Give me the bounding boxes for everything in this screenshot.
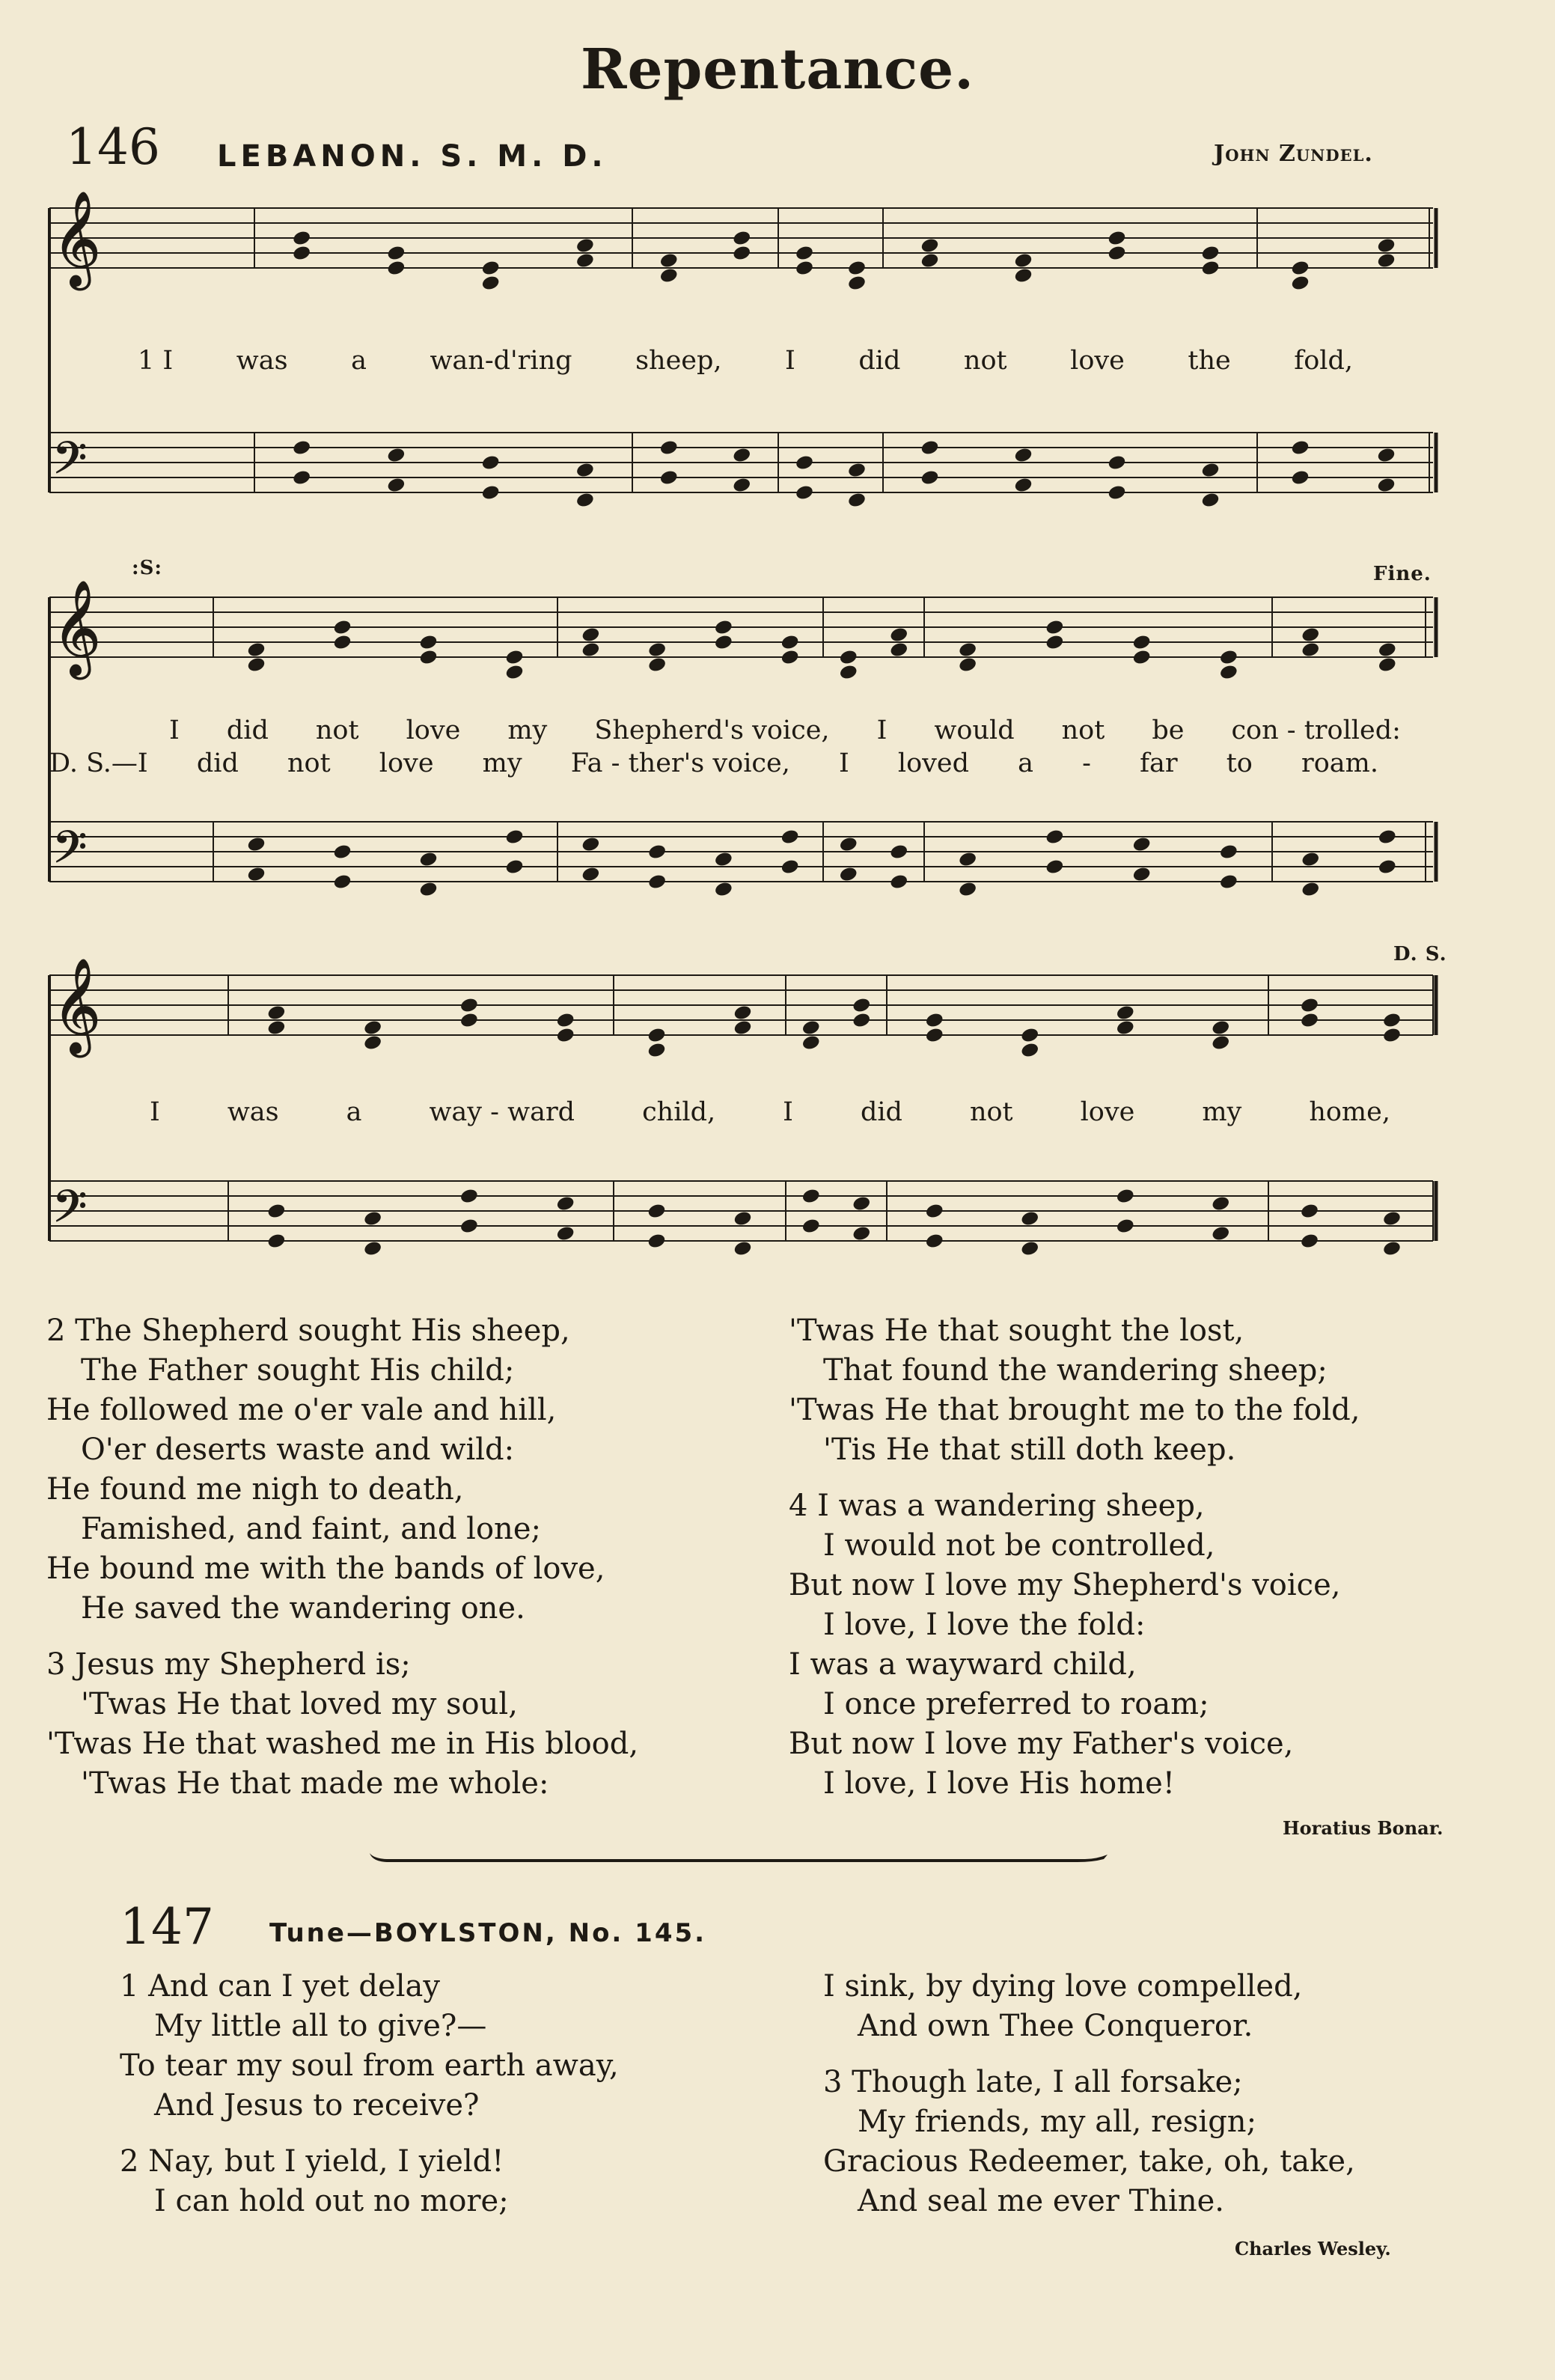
note-head: [958, 656, 977, 674]
verse-line: 3 Though late, I all forsake;: [823, 2065, 1243, 2099]
lyric-syllable: I: [150, 1097, 160, 1127]
note-head: [1382, 1012, 1402, 1029]
hymn-146-verses-right: [789, 1311, 1522, 1820]
note-head: [714, 619, 733, 636]
note-head: [481, 454, 501, 472]
note-head: [1013, 447, 1033, 464]
lyric-syllable: fold,: [1294, 346, 1353, 376]
lyric-syllable: wan-d'ring: [430, 346, 572, 376]
note-head: [1200, 245, 1220, 262]
verse-line: 'Twas He that made me whole:: [81, 1766, 549, 1801]
lyric-syllable: my: [507, 715, 548, 745]
note-head: [795, 260, 814, 277]
note-head: [1107, 230, 1126, 247]
verse-line: The Father sought His child;: [81, 1353, 515, 1388]
verse-line: 'Twas He that loved my soul,: [81, 1687, 518, 1721]
note-head: [459, 1012, 479, 1029]
note-head: [1107, 484, 1126, 501]
note-head: [795, 454, 814, 472]
note-head: [1211, 1019, 1230, 1037]
note-head: [1300, 1012, 1319, 1029]
note-head: [659, 469, 679, 486]
note-head: [556, 1195, 575, 1212]
note-head: [1290, 469, 1310, 486]
note-head: [801, 1218, 821, 1235]
note-head: [1301, 626, 1320, 644]
lyric-syllable: did: [860, 1097, 902, 1127]
note-head: [581, 836, 600, 853]
note-head: [332, 873, 352, 891]
verse-line: My little all to give?—: [154, 2009, 487, 2043]
stanza: [789, 1311, 1522, 1470]
note-head: [801, 1188, 821, 1205]
note-head: [847, 462, 867, 479]
lyric-syllable: not: [315, 715, 359, 745]
note-head: [920, 237, 939, 254]
note-head: [847, 492, 867, 509]
note-head: [1382, 1240, 1402, 1257]
lyric-syllable: did: [196, 748, 239, 778]
lyric-syllable: I: [838, 748, 849, 778]
note-head: [1132, 649, 1152, 666]
note-head: [246, 641, 266, 659]
note-head: [292, 469, 311, 486]
note-head: [958, 641, 977, 659]
note-head: [780, 858, 800, 876]
note-head: [556, 1027, 575, 1044]
lyric-syllable: my: [482, 748, 522, 778]
hymn-146-composer: John Zundel.: [1214, 141, 1373, 167]
hymn-147-tune-reference: Tune—BOYLSTON, No. 145.: [269, 1918, 707, 1948]
note-head: [733, 1019, 752, 1037]
note-head: [714, 851, 733, 868]
note-head: [418, 634, 438, 651]
note-head: [1116, 1019, 1135, 1037]
lyrics-system-1: [138, 346, 1353, 376]
hymn-147-verses-right: [823, 1967, 1527, 2238]
note-head: [714, 634, 733, 651]
clef-symbol: 𝄞: [52, 957, 102, 1053]
verse-line: Famished, and faint, and lone;: [81, 1512, 541, 1546]
verse-line: O'er deserts waste and wild:: [81, 1432, 515, 1467]
verse-line: 4 I was a wandering sheep,: [789, 1489, 1205, 1523]
note-head: [1132, 634, 1152, 651]
lyric-syllable: not: [969, 1097, 1013, 1127]
verse-line: I was a wayward child,: [789, 1647, 1137, 1682]
note-head: [1219, 843, 1238, 861]
note-head: [1376, 252, 1396, 269]
note-head: [889, 873, 908, 891]
note-head: [647, 656, 667, 674]
verse-line: 1 And can I yet delay: [120, 1969, 440, 2004]
note-head: [795, 484, 814, 501]
note-head: [1045, 634, 1064, 651]
lyric-syllable: a: [346, 1097, 362, 1127]
note-head: [920, 439, 939, 457]
verse-line: 2 The Shepherd sought His sheep,: [46, 1313, 570, 1348]
note-head: [1200, 492, 1220, 509]
clef-symbol: 𝄢: [52, 432, 88, 495]
verse-line: I love, I love His home!: [823, 1766, 1175, 1801]
stanza: [120, 2142, 793, 2221]
lyric-syllable: be: [1152, 715, 1185, 745]
note-head: [581, 641, 600, 659]
stanza: [789, 1486, 1522, 1804]
note-head: [1378, 656, 1397, 674]
lyric-syllable: 1 I: [138, 346, 174, 376]
verse-line: He found me nigh to death,: [46, 1472, 464, 1507]
hymn-146-tune: LEBANON. S. M. D.: [217, 139, 608, 174]
note-head: [1013, 252, 1033, 269]
note-head: [418, 881, 438, 898]
note-head: [575, 252, 595, 269]
note-head: [363, 1240, 382, 1257]
note-head: [292, 230, 311, 247]
note-head: [1300, 1233, 1319, 1250]
note-head: [418, 649, 438, 666]
verse-line: That found the wandering sheep;: [823, 1353, 1328, 1388]
verse-line: He followed me o'er vale and hill,: [46, 1393, 557, 1427]
note-head: [659, 252, 679, 269]
lyric-syllable: Shepherd's voice,: [594, 715, 830, 745]
note-head: [1290, 439, 1310, 457]
note-head: [266, 1004, 286, 1022]
verse-line: I can hold out no more;: [154, 2184, 509, 2218]
note-head: [363, 1210, 382, 1227]
note-head: [1382, 1210, 1402, 1227]
verse-line: 'Tis He that still doth keep.: [823, 1432, 1236, 1467]
note-head: [1378, 858, 1397, 876]
note-head: [920, 252, 939, 269]
verse-line: 'Twas He that sought the lost,: [789, 1313, 1244, 1348]
note-head: [332, 634, 352, 651]
stanza: [823, 1967, 1527, 2046]
note-head: [647, 1233, 666, 1250]
note-head: [1107, 454, 1126, 472]
note-head: [733, 1004, 752, 1022]
note-head: [839, 664, 858, 681]
note-head: [1020, 1240, 1039, 1257]
note-head: [852, 1225, 871, 1242]
lyrics-system-2-line-1: [169, 715, 1401, 745]
note-head: [1300, 997, 1319, 1014]
lyric-syllable: not: [963, 346, 1007, 376]
verse-line: Gracious Redeemer, take, oh, take,: [823, 2144, 1355, 2179]
note-head: [1107, 245, 1126, 262]
note-head: [481, 484, 501, 501]
note-head: [363, 1034, 382, 1052]
note-head: [925, 1233, 944, 1250]
note-head: [1219, 664, 1238, 681]
lyric-syllable: to: [1226, 748, 1253, 778]
lyric-syllable: sheep,: [635, 346, 722, 376]
note-head: [852, 1012, 871, 1029]
note-head: [1200, 260, 1220, 277]
note-head: [1020, 1027, 1039, 1044]
note-head: [847, 275, 867, 292]
lyric-syllable: a: [351, 346, 367, 376]
verse-line: I love, I love the fold:: [823, 1608, 1146, 1642]
verse-line: 3 Jesus my Shepherd is;: [46, 1647, 411, 1682]
note-head: [1376, 447, 1396, 464]
lyric-syllable: the: [1188, 346, 1231, 376]
note-head: [1301, 851, 1320, 868]
ds-mark: D. S.: [1393, 943, 1447, 965]
note-head: [1300, 1203, 1319, 1220]
note-head: [1132, 836, 1152, 853]
note-head: [1045, 858, 1064, 876]
note-head: [801, 1019, 821, 1037]
note-head: [1116, 1188, 1135, 1205]
note-head: [581, 866, 600, 883]
note-head: [920, 469, 939, 486]
lyric-syllable: I: [783, 1097, 793, 1127]
note-head: [292, 439, 311, 457]
verse-line: But now I love my Shepherd's voice,: [789, 1568, 1341, 1602]
verse-line: And own Thee Conqueror.: [858, 2009, 1253, 2043]
note-head: [1219, 649, 1238, 666]
note-head: [889, 641, 908, 659]
note-head: [459, 1188, 479, 1205]
note-head: [839, 866, 858, 883]
lyric-syllable: far: [1140, 748, 1178, 778]
clef-symbol: 𝄞: [52, 579, 102, 675]
note-head: [386, 260, 406, 277]
note-head: [481, 275, 501, 292]
hymn-147-author: Charles Wesley.: [1235, 2238, 1391, 2260]
note-head: [1219, 873, 1238, 891]
note-head: [386, 447, 406, 464]
note-head: [732, 477, 751, 494]
hymn-147-verses-left: [120, 1967, 793, 2238]
note-head: [386, 245, 406, 262]
lyric-syllable: did: [858, 346, 901, 376]
verse-line: 2 Nay, but I yield, I yield!: [120, 2144, 504, 2179]
note-head: [504, 649, 524, 666]
note-head: [647, 1042, 666, 1059]
section-title: Repentance.: [580, 37, 975, 102]
note-head: [1382, 1027, 1402, 1044]
note-head: [504, 829, 524, 846]
verse-line: 'Twas He that brought me to the fold,: [789, 1393, 1360, 1427]
note-head: [459, 1218, 479, 1235]
note-head: [852, 997, 871, 1014]
note-head: [733, 1240, 752, 1257]
lyric-syllable: a: [1018, 748, 1034, 778]
lyric-syllable: was: [227, 1097, 279, 1127]
note-head: [332, 619, 352, 636]
lyric-syllable: love: [1070, 346, 1125, 376]
note-head: [889, 626, 908, 644]
note-head: [1200, 462, 1220, 479]
clef-symbol: 𝄢: [52, 821, 88, 884]
stanza: [120, 1967, 793, 2126]
verse-line: And seal me ever Thine.: [858, 2184, 1224, 2218]
note-head: [714, 881, 733, 898]
note-head: [504, 664, 524, 681]
note-head: [556, 1225, 575, 1242]
note-head: [647, 641, 667, 659]
hymn-147-number: 147: [120, 1898, 214, 1956]
note-head: [1211, 1195, 1230, 1212]
note-head: [733, 1210, 752, 1227]
stanza: [823, 2063, 1527, 2221]
note-head: [780, 649, 800, 666]
lyric-syllable: was: [236, 346, 288, 376]
note-head: [1290, 275, 1310, 292]
verse-line: And Jesus to receive?: [154, 2088, 480, 2123]
verse-line: I sink, by dying love compelled,: [823, 1969, 1303, 2004]
note-head: [1013, 267, 1033, 284]
verse-line: He bound me with the bands of love,: [46, 1551, 605, 1586]
lyric-syllable: -: [1082, 748, 1091, 778]
lyric-syllable: would: [934, 715, 1015, 745]
lyric-syllable: child,: [642, 1097, 716, 1127]
note-head: [581, 626, 600, 644]
note-head: [647, 1203, 666, 1220]
note-head: [1378, 829, 1397, 846]
note-head: [925, 1012, 944, 1029]
note-head: [780, 634, 800, 651]
lyric-syllable: con - trolled:: [1231, 715, 1401, 745]
stanza: [46, 1645, 765, 1804]
lyric-syllable: I: [876, 715, 888, 745]
lyric-syllable: not: [287, 748, 331, 778]
clef-symbol: 𝄢: [52, 1180, 88, 1243]
note-head: [1290, 260, 1310, 277]
note-head: [1020, 1042, 1039, 1059]
note-head: [732, 245, 751, 262]
lyrics-system-3: [150, 1097, 1390, 1127]
note-head: [459, 997, 479, 1014]
note-head: [481, 260, 501, 277]
fine-mark: Fine.: [1373, 563, 1432, 585]
note-head: [647, 873, 667, 891]
note-head: [386, 477, 406, 494]
note-head: [575, 492, 595, 509]
note-head: [1301, 641, 1320, 659]
lyrics-system-2-line-2: [49, 748, 1378, 778]
lyric-syllable: my: [1202, 1097, 1242, 1127]
verse-line: My friends, my all, resign;: [858, 2105, 1257, 2139]
verse-line: I once preferred to roam;: [823, 1687, 1209, 1721]
lyric-syllable: way - ward: [429, 1097, 575, 1127]
hymn-146-number: 146: [66, 118, 160, 176]
note-head: [839, 649, 858, 666]
note-head: [1211, 1225, 1230, 1242]
note-head: [1045, 829, 1064, 846]
lyric-syllable: roam.: [1301, 748, 1378, 778]
note-head: [958, 851, 977, 868]
segno-mark: :S:: [132, 557, 162, 579]
note-head: [246, 836, 266, 853]
note-head: [1116, 1004, 1135, 1022]
note-head: [266, 1233, 286, 1250]
note-head: [925, 1203, 944, 1220]
lyric-syllable: home,: [1309, 1097, 1390, 1127]
lyric-syllable: Fa - ther's voice,: [570, 748, 790, 778]
note-head: [332, 843, 352, 861]
note-head: [647, 1027, 666, 1044]
note-head: [659, 267, 679, 284]
hymn-146-author: Horatius Bonar.: [1283, 1817, 1444, 1839]
verse-line: To tear my soul from earth away,: [120, 2048, 619, 2083]
note-head: [1013, 477, 1033, 494]
note-head: [1116, 1218, 1135, 1235]
section-divider: [367, 1849, 1115, 1864]
note-head: [647, 843, 667, 861]
note-head: [504, 858, 524, 876]
lyric-syllable: D. S.—I: [49, 748, 148, 778]
note-head: [659, 439, 679, 457]
lyric-syllable: love: [406, 715, 461, 745]
hymn-146-verses-left: [46, 1311, 765, 1820]
note-head: [839, 836, 858, 853]
verse-line: He saved the wandering one.: [81, 1591, 525, 1626]
lyric-syllable: love: [1080, 1097, 1135, 1127]
note-head: [732, 230, 751, 247]
note-head: [292, 245, 311, 262]
verse-line: I would not be controlled,: [823, 1528, 1215, 1563]
note-head: [780, 829, 800, 846]
note-head: [246, 866, 266, 883]
note-head: [795, 245, 814, 262]
note-head: [246, 656, 266, 674]
verse-line: But now I love my Father's voice,: [789, 1727, 1294, 1761]
note-head: [1211, 1034, 1230, 1052]
note-head: [266, 1203, 286, 1220]
note-head: [363, 1019, 382, 1037]
note-head: [266, 1019, 286, 1037]
lyric-syllable: I: [169, 715, 180, 745]
lyric-syllable: not: [1061, 715, 1105, 745]
stanza: [46, 1311, 765, 1629]
note-head: [575, 462, 595, 479]
lyric-syllable: love: [379, 748, 434, 778]
note-head: [1020, 1210, 1039, 1227]
note-head: [575, 237, 595, 254]
note-head: [1376, 237, 1396, 254]
note-head: [958, 881, 977, 898]
lyric-syllable: loved: [897, 748, 970, 778]
clef-symbol: 𝄞: [52, 190, 102, 286]
note-head: [1045, 619, 1064, 636]
note-head: [556, 1012, 575, 1029]
note-head: [889, 843, 908, 861]
note-head: [847, 260, 867, 277]
note-head: [925, 1027, 944, 1044]
lyric-syllable: did: [226, 715, 269, 745]
note-head: [801, 1034, 821, 1052]
note-head: [852, 1195, 871, 1212]
note-head: [1132, 866, 1152, 883]
note-head: [1301, 881, 1320, 898]
note-head: [732, 447, 751, 464]
lyric-syllable: I: [785, 346, 795, 376]
verse-line: 'Twas He that washed me in His blood,: [46, 1727, 639, 1761]
note-head: [1378, 641, 1397, 659]
note-head: [418, 851, 438, 868]
note-head: [1376, 477, 1396, 494]
